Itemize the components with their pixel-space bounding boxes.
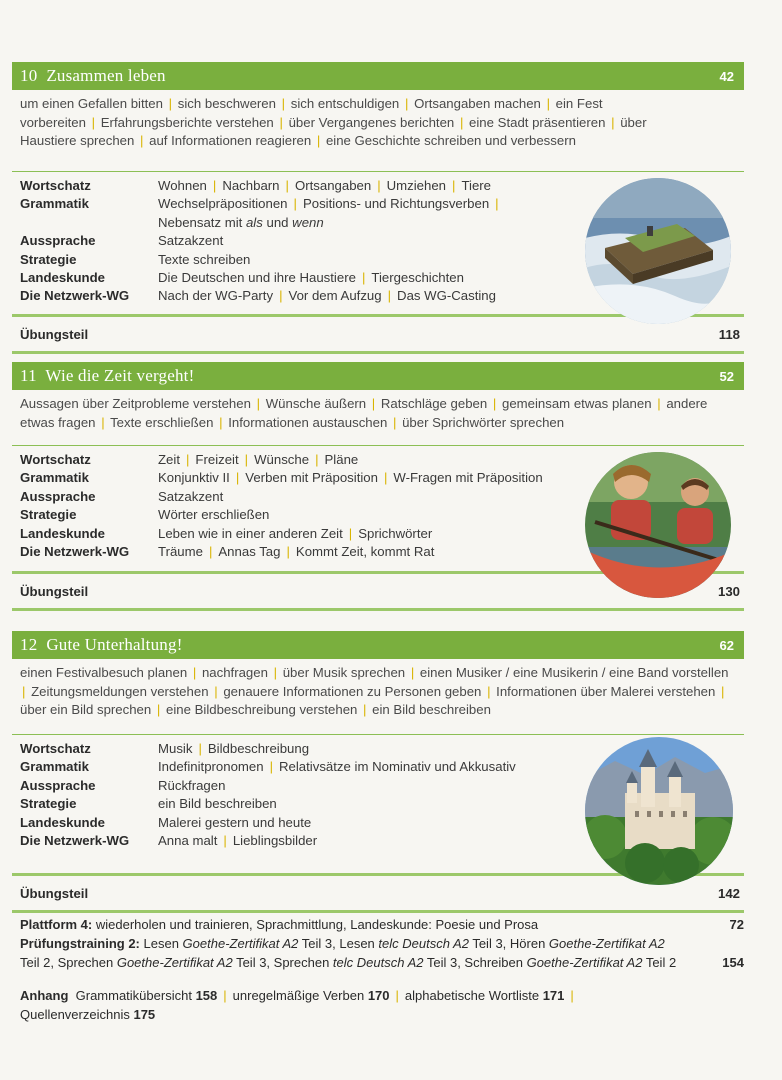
uebungsteil-row: Übungsteil 118 — [20, 326, 740, 342]
topic-row-strategie: Strategie Texte schreiben — [20, 251, 251, 267]
topic-item: Annas Tag — [218, 544, 281, 560]
topic-row-aussprache: Aussprache Rückfragen — [20, 777, 226, 793]
topic-row-landeskunde: Landeskunde Malerei gestern und heute — [20, 814, 312, 830]
anhang-row: Anhang Grammatikübersicht 158 | unregelmäßige Verben 170 | alphabetische Wortliste 171 | — [20, 988, 574, 1003]
topic-item: Die Deutschen und ihre Haustiere — [158, 270, 356, 286]
topic-item: Tiere — [461, 178, 492, 193]
learning-goal: ein Fest vorbereiten — [20, 96, 603, 130]
topic-item: Wechselpräpositionen — [158, 196, 288, 212]
learning-goal: Aussagen über Zeitprobleme verstehen — [20, 396, 251, 411]
unit-header — [12, 631, 744, 659]
topic-row-grammatik: Grammatik Indefinitpronomen | Relativsätze im Nominativ und Akkusativ — [20, 759, 516, 775]
topic-item: Indefinitpronomen — [158, 759, 264, 775]
learning-goal: ein Bild beschreiben — [372, 702, 491, 717]
topic-item: Malerei gestern und heute — [158, 814, 312, 830]
learning-goal: gemeinsam etwas planen — [502, 396, 652, 411]
topic-item: Nach der WG-Party — [158, 288, 274, 304]
topic-item: Musik — [158, 741, 193, 756]
additional-sections — [20, 915, 744, 1024]
topic-row-netzwerk: Die Netzwerk-WG Anna malt | Lieblingsbilder — [20, 833, 318, 849]
topic-item: ein Bild beschreiben — [158, 796, 277, 812]
unit-page: 52 — [719, 368, 734, 384]
unit-12 — [12, 631, 744, 913]
learning-goal: eine Geschichte schreiben und verbessern — [325, 133, 576, 148]
uebungsteil-row: Übungsteil 142 — [20, 885, 740, 901]
learning-goal: sich beschweren — [177, 96, 276, 111]
topic-row-wortschatz: Wortschatz Zeit | Freizeit | Wünsche | Pläne — [20, 452, 359, 467]
topic-item: Konjunktiv II — [158, 470, 230, 486]
pruefungstraining-row-2: Teil 2, Sprechen Goethe-Zertifikat A2 Teil 3, Sprechen telc Deutsch A2 Teil 3, Schreiben Goethe-Zertifikat A2 Teil 2 154 — [20, 955, 744, 970]
topic-item: Sprichwörter — [358, 525, 433, 541]
learning-goal: andere etwas fragen — [20, 396, 708, 430]
unit-photo-castle — [585, 737, 733, 885]
topic-item: Texte schreiben — [158, 251, 251, 267]
learning-goal: über Haustiere sprechen — [20, 114, 647, 148]
learning-goal: Ratschläge geben — [380, 396, 488, 411]
topic-item: Verben mit Präposition — [245, 470, 378, 486]
topic-row-netzwerk: Die Netzwerk-WG Nach der WG-Party | Vor dem Aufzug | Das WG-Casting — [20, 288, 496, 304]
topic-item: Träume — [158, 544, 203, 560]
topic-item: Umziehen — [386, 178, 447, 193]
learning-goal: einen Musiker / eine Musikerin / eine Band vorstellen — [419, 665, 729, 680]
learning-goal: einen Festivalbesuch planen — [20, 665, 188, 680]
learning-goal: Ortsangaben machen — [414, 96, 541, 111]
topic-item: Freizeit — [195, 452, 239, 467]
anhang-row-2: Quellenverzeichnis 175 — [20, 1007, 156, 1022]
topic-item: Wohnen — [158, 178, 207, 193]
unit-topics — [12, 446, 744, 571]
topic-row-grammatik: Grammatik Konjunktiv II | Verben mit Präposition | W-Fragen mit Präposition — [20, 470, 543, 486]
topic-item: Relativsätze im Nominativ und Akkusativ — [279, 759, 516, 775]
unit-title: Wie die Zeit vergeht! — [45, 366, 195, 385]
learning-goal: über ein Bild sprechen — [20, 702, 152, 717]
topic-item: Ortsangaben — [294, 178, 372, 193]
topic-item: Satzakzent — [158, 233, 224, 249]
topic-item: Positions- und Richtungsverben — [302, 196, 490, 212]
topic-row-landeskunde: Landeskunde Die Deutschen und ihre Haustiere | Tiergeschichten — [20, 270, 464, 286]
topic-row-wortschatz: Wortschatz Musik | Bildbeschreibung — [20, 741, 310, 756]
learning-goal: über Musik sprechen — [282, 665, 406, 680]
pruefungstraining-row: Prüfungstraining 2: Lesen Goethe-Zertifikat A2 Teil 3, Lesen telc Deutsch A2 Teil 3, Hören Goethe-Zertifikat A2 — [20, 936, 665, 951]
topic-item: Rückfragen — [158, 777, 226, 793]
unit-goals: einen Festivalbesuch planen | nachfragen | über Musik sprechen | einen Musiker / eine Musikerin / eine Band vorstellen | Zeitungsmeldungen verstehen | genauere Informationen zu Personen geben | Informationen über Malerei verstehen | über ein Bild sprechen | eine Bildbeschreibung verstehen | ein Bild beschreiben — [20, 665, 729, 717]
unit-header — [12, 362, 744, 390]
learning-goal: über Vergangenes berichten — [288, 114, 455, 130]
topic-row-grammatik: Grammatik Wechselpräpositionen | Positions- und Richtungsverben | — [20, 196, 499, 212]
learning-goal: Erfahrungsberichte verstehen — [100, 114, 274, 130]
learning-goal: Informationen austauschen — [228, 414, 388, 430]
unit-page: 62 — [719, 637, 734, 653]
learning-goal: Informationen über Malerei verstehen — [496, 683, 716, 699]
learning-goal: Wünsche äußern — [265, 396, 367, 411]
learning-goal: Texte erschließen — [110, 414, 214, 430]
unit-title: Zusammen leben — [46, 66, 166, 85]
learning-goal: auf Informationen reagieren — [149, 133, 312, 148]
unit-header — [12, 62, 744, 90]
topic-item: Zeit — [158, 452, 180, 467]
learning-goal: Zeitungsmeldungen verstehen — [31, 683, 209, 699]
unit-page: 42 — [719, 68, 734, 84]
learning-goal: genauere Informationen zu Personen geben — [223, 683, 482, 699]
uebungsteil-row: Übungsteil 130 — [20, 583, 740, 599]
topic-row-landeskunde: Landeskunde Leben wie in einer anderen Zeit | Sprichwörter — [20, 525, 433, 541]
topic-item: Wörter erschließen — [158, 507, 270, 523]
topic-item: Pläne — [324, 452, 359, 467]
topic-row-strategie: Strategie ein Bild beschreiben — [20, 796, 277, 812]
unit-topics — [12, 172, 744, 314]
learning-goal: nachfragen — [201, 665, 268, 680]
learning-goal: eine Bildbeschreibung verstehen — [166, 702, 358, 717]
unit-goals: um einen Gefallen bitten | sich beschweren | sich entschuldigen | Ortsangaben machen | ein Fest vorbereiten | Erfahrungsberichte verstehen | über Vergangenes berichten | eine Stadt präsentieren | über Haustiere sprechen | auf Informationen reagieren | eine Geschichte schreiben und verbessern — [20, 96, 647, 148]
learning-goal: um einen Gefallen bitten — [20, 96, 163, 111]
topic-row-aussprache: Aussprache Satzakzent — [20, 233, 224, 249]
plattform-row: Plattform 4: wiederholen und trainieren, Sprachmittlung, Landeskunde: Poesie und Prosa 72 — [20, 917, 744, 932]
topic-row-grammatik-2: Nebensatz mit als und wenn — [158, 214, 324, 230]
topic-item: Lieblingsbilder — [232, 833, 318, 849]
topic-item: Kommt Zeit, kommt Rat — [295, 544, 435, 560]
topic-item: Vor dem Aufzug — [288, 288, 382, 304]
topic-item: Leben wie in einer anderen Zeit — [158, 525, 343, 541]
topic-item: Das WG-Casting — [397, 288, 496, 304]
unit-number: 12 — [20, 635, 38, 654]
unit-topics — [12, 735, 744, 873]
topic-item: Anna malt — [158, 833, 218, 849]
topic-item: Nachbarn — [222, 178, 280, 193]
topic-item: Bildbeschreibung — [207, 741, 310, 756]
unit-goals: Aussagen über Zeitprobleme verstehen | Wünsche äußern | Ratschläge geben | gemeinsam etwas planen | andere etwas fragen | Texte erschließen | Informationen austauschen | über Sprichwörter sprechen — [20, 396, 708, 430]
topic-item: Tiergeschichten — [371, 270, 464, 286]
learning-goal: über Sprichwörter sprechen — [402, 414, 565, 430]
topic-row-netzwerk: Die Netzwerk-WG Träume | Annas Tag | Kommt Zeit, kommt Rat — [20, 544, 435, 560]
topic-item: Wünsche — [254, 452, 310, 467]
unit-number: 10 — [20, 66, 38, 85]
unit-number: 11 — [20, 366, 37, 385]
topic-row-aussprache: Aussprache Satzakzent — [20, 488, 224, 504]
topic-item: W-Fragen mit Präposition — [393, 470, 543, 486]
topic-item: Satzakzent — [158, 488, 224, 504]
learning-goal: eine Stadt präsentieren — [469, 114, 606, 130]
unit-photo-canoe — [585, 452, 731, 598]
topic-row-wortschatz: Wortschatz Wohnen | Nachbarn | Ortsangaben | Umziehen | Tiere — [20, 178, 492, 193]
unit-title: Gute Unterhaltung! — [46, 635, 183, 654]
topic-row-strategie: Strategie Wörter erschließen — [20, 507, 270, 523]
unit-11 — [12, 362, 744, 611]
unit-10 — [12, 62, 744, 354]
learning-goal: sich entschuldigen — [290, 96, 400, 111]
unit-photo-floating-house — [585, 178, 731, 324]
